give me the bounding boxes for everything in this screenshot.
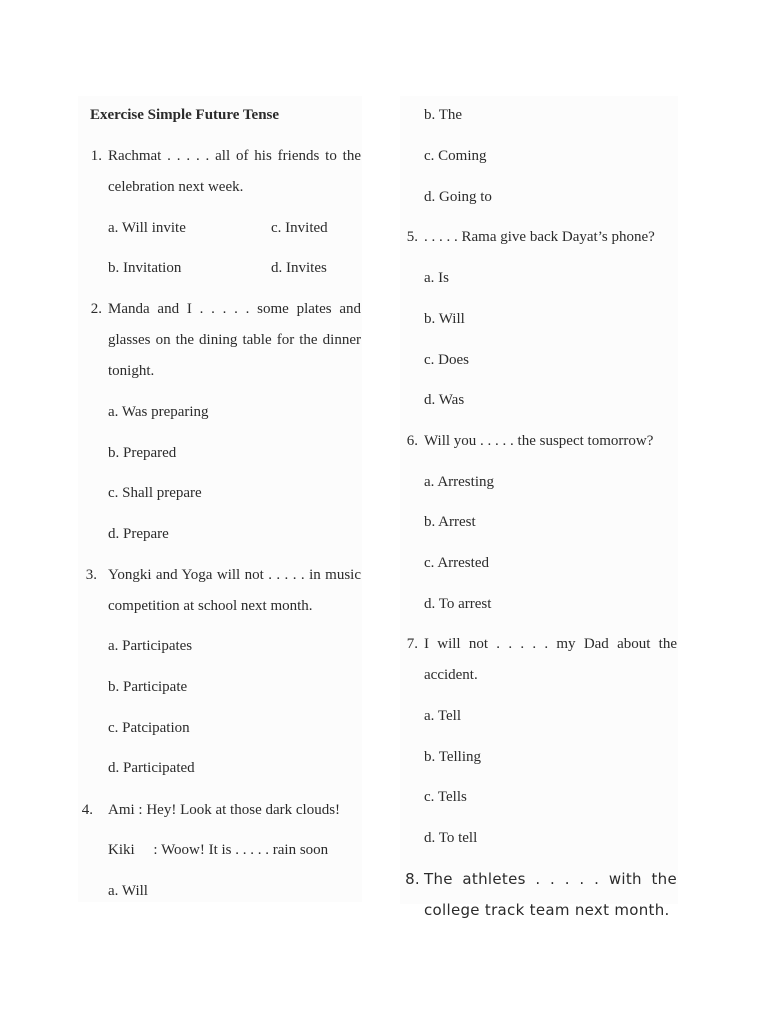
question-text-line: accident.: [424, 667, 478, 683]
question-text-line: Will you . . . . . the suspect tomorrow?: [424, 433, 654, 449]
question-text-line: competition at school next month.: [108, 598, 313, 614]
question-text-line: Kiki : Woow! It is . . . . . rain soon: [108, 842, 329, 858]
answer-option[interactable]: b. Telling: [424, 749, 482, 765]
question-text-line: celebration next week.: [108, 179, 244, 195]
answer-option[interactable]: a. Will invite: [108, 220, 186, 236]
answer-option[interactable]: c. Tells: [424, 789, 467, 805]
question-text-line: college track team next month.: [424, 901, 670, 919]
question-number: 7.: [406, 636, 418, 652]
answer-option[interactable]: a. Tell: [424, 708, 461, 724]
answer-option[interactable]: c. Shall prepare: [108, 485, 202, 501]
answer-option[interactable]: c. Arrested: [424, 555, 489, 571]
answer-option[interactable]: b. The: [424, 107, 463, 123]
question-number: 8.: [405, 870, 420, 888]
question-text-line: . . . . . Rama give back Dayat’s phone?: [424, 229, 655, 245]
right-column-background: [400, 96, 678, 904]
question-number: 4.: [81, 802, 93, 818]
question-text-line: Yongki and Yoga will not . . . . . in music: [108, 567, 361, 583]
answer-option[interactable]: b. Invitation: [108, 260, 182, 276]
question-text-line: Rachmat . . . . . all of his friends to the: [108, 148, 361, 164]
question-text-line: Manda and I . . . . . some plates and: [108, 301, 361, 317]
question-number: 3.: [85, 567, 97, 583]
answer-option[interactable]: d. Participated: [108, 760, 195, 776]
question-text-line: I will not . . . . . my Dad about the: [424, 636, 677, 652]
answer-option[interactable]: c. Does: [424, 352, 469, 368]
answer-option[interactable]: c. Invited: [271, 220, 328, 236]
question-number: 5.: [406, 229, 418, 245]
question-number: 6.: [406, 433, 418, 449]
answer-option[interactable]: c. Patcipation: [108, 720, 190, 736]
answer-option[interactable]: d. Invites: [271, 260, 327, 276]
answer-option[interactable]: d. Going to: [424, 189, 492, 205]
answer-option[interactable]: d. To tell: [424, 830, 478, 846]
answer-option[interactable]: a. Was preparing: [108, 404, 209, 420]
question-number: 1.: [90, 148, 102, 164]
answer-option[interactable]: b. Prepared: [108, 445, 177, 461]
answer-option[interactable]: a. Participates: [108, 638, 193, 654]
question-text-line: tonight.: [108, 363, 155, 379]
answer-option[interactable]: a. Is: [424, 270, 449, 286]
answer-option[interactable]: d. Was: [424, 392, 465, 408]
answer-option[interactable]: a. Arresting: [424, 474, 494, 490]
answer-option[interactable]: a. Will: [108, 883, 148, 899]
question-text-line: glasses on the dining table for the dinner: [108, 332, 361, 348]
question-text-line: Ami : Hey! Look at those dark clouds!: [108, 802, 341, 818]
answer-option[interactable]: b. Will: [424, 311, 465, 327]
answer-option[interactable]: d. Prepare: [108, 526, 169, 542]
answer-option[interactable]: b. Participate: [108, 679, 188, 695]
answer-option[interactable]: d. To arrest: [424, 596, 492, 612]
answer-option[interactable]: c. Coming: [424, 148, 487, 164]
question-text-line: The athletes . . . . . with the: [424, 870, 677, 888]
page-title: Exercise Simple Future Tense: [90, 107, 280, 123]
answer-option[interactable]: b. Arrest: [424, 514, 476, 530]
question-number: 2.: [90, 301, 102, 317]
